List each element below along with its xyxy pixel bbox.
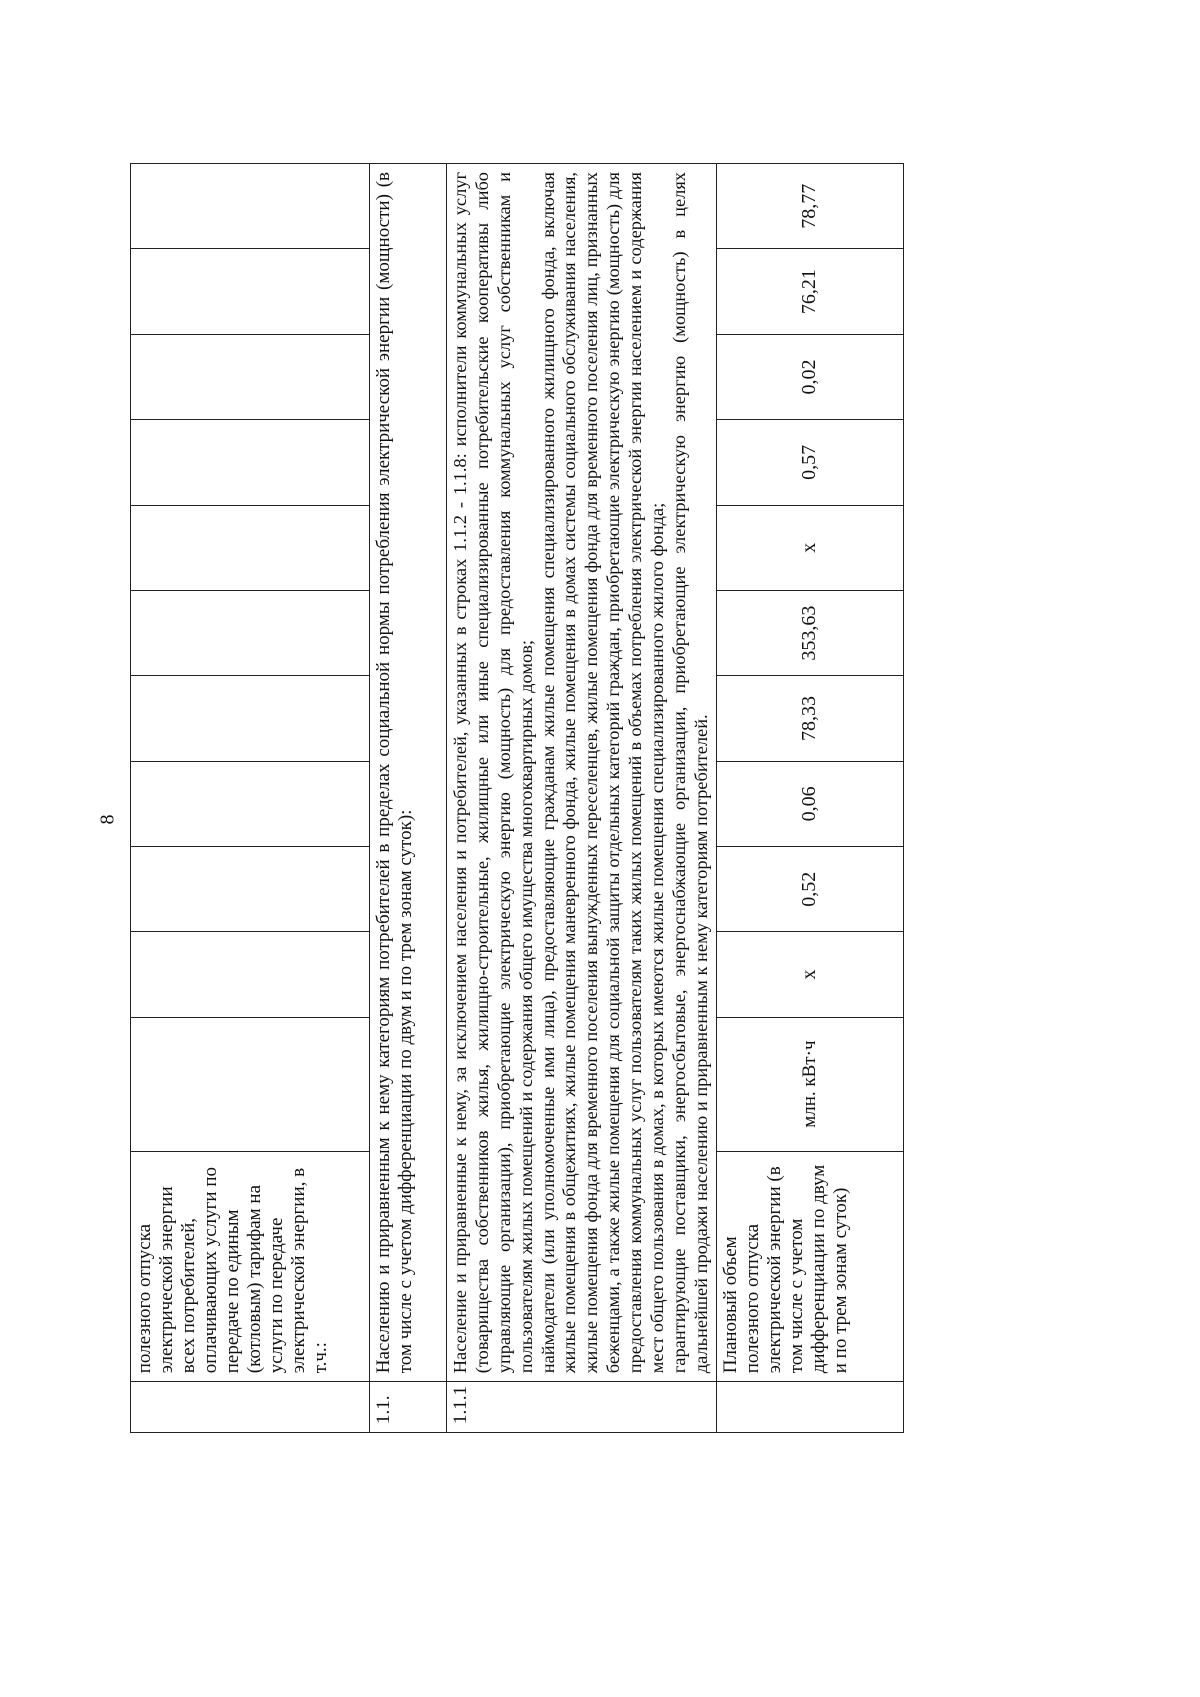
value-cell: 0,52 (716, 847, 903, 932)
table-row-section-1-1-1 (447, 164, 717, 1433)
rotated-table-container (130, 163, 1060, 1433)
unit-cell (131, 1017, 370, 1151)
value-cell: 78,77 (716, 164, 903, 249)
value-cell: 353,63 (716, 590, 903, 675)
unit-cell: млн. кВт·ч (716, 1017, 903, 1151)
description-paragraph: наймодатели (или уполномоченные ими лица), предоставляющие гражданам жилые помещения специализированного жилищного фонда, включая жилые помещения в общежитиях, жилые помещения маневренного фонда, жилые помещения в домах системы социального обслуживания населения, жилые помещения фонда для временного поселения вынужденных переселенцев, жилые помещения фонда для временного поселения лиц, признанных беженцами, а также жилые помещения для социальной защиты отдельных категорий граждан, приобретающие электрическую энергию (мощность) для предоставления коммунальных услуг пользователям таких жилых помещений в объемах потребления электрической энергии населением и содержания мест общего пользования в домах, в которых имеются жилые помещения специализированного жилого фонда; (537, 172, 668, 1374)
value-cell: 0,06 (716, 761, 903, 846)
value-cell: 0,57 (716, 420, 903, 505)
row-number: 1.1.1 (447, 1382, 717, 1433)
row-name: полезного отпуска электрической энергии всех потребителей, оплачивающих услуги по передаче по единым (котловым) тарифам на услуги по передаче электрической энергии, в т.ч.: (131, 1151, 370, 1382)
value-cell: x (716, 505, 903, 590)
table-row-section-1-1 (370, 164, 447, 1433)
value-cell: 78,33 (716, 676, 903, 761)
value-cell: x (716, 932, 903, 1017)
row-number: 1.1. (370, 1382, 447, 1433)
value-cell: 0,02 (716, 334, 903, 419)
page-number: 8 (96, 814, 119, 825)
row-name: Плановый объем полезного отпуска электрической энергии (в том числе с учетом дифференциации по двум и по трем зонам суток) (716, 1151, 903, 1382)
table-row-planned-volume (716, 164, 903, 1433)
row-number (716, 1382, 903, 1433)
description-paragraph: гарантирующие поставщики, энергосбытовые, энергоснабжающие организации, приобретающие электрическую энергию (мощность) в целях дальнейшей продажи населению и приравненным к нему категориям потребителей. (668, 172, 711, 1374)
value-cell: 76,21 (716, 249, 903, 334)
description-paragraph: Население и приравненные к нему, за исключением населения и потребителей, указанных в строках 1.1.2 - 1.1.8: исполнители коммунальных услуг (товарищества собственников жилья, жилищно-строительные, жилищные или иные специализированные потребительские кооперативы либо управляющие организации), приобретающие электрическую энергию (мощность) для предоставления коммунальных услуг собственникам и пользователям жилых помещений и содержания общего имущества многоквартирных домов; (450, 172, 536, 1374)
section-description (447, 164, 717, 1382)
row-number (131, 1382, 370, 1433)
tariff-table (130, 163, 904, 1433)
section-heading: Населению и приравненным к нему категориям потребителей в пределах социальной нормы потребления электрической энергии (мощности) (в том числе с учетом дифференциации по двум и по трем зонам суток): (370, 164, 447, 1382)
table-row-continuation (131, 164, 370, 1433)
